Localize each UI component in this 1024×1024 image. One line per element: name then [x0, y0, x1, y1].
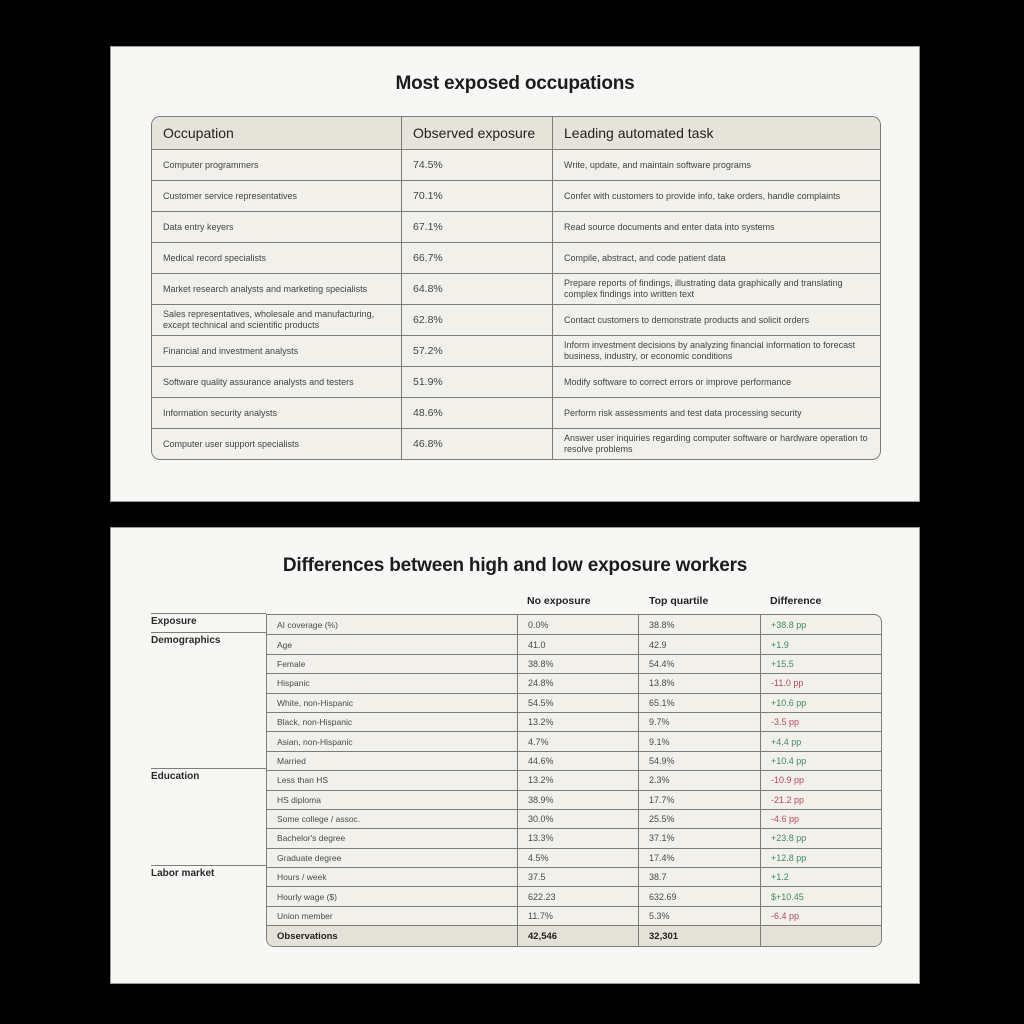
occupation-cell: Computer user support specialists	[152, 429, 402, 459]
exposure-cell: 64.8%	[402, 274, 553, 304]
top-quartile-cell: 65.1%	[639, 694, 761, 712]
row-label: Some college / assoc.	[267, 810, 518, 828]
row-label: Age	[267, 635, 518, 653]
top-quartile-cell: 25.5%	[639, 810, 761, 828]
table-row	[152, 149, 880, 180]
task-cell: Modify software to correct errors or improve performance	[564, 376, 792, 387]
exposure-cell: 51.9%	[402, 367, 553, 397]
task-cell: Write, update, and maintain software programs	[564, 159, 751, 170]
header-top-quartile: Top quartile	[649, 595, 709, 607]
row-label: Black, non-Hispanic	[267, 713, 518, 731]
top-quartile-cell: 5.3%	[639, 907, 761, 925]
occupation-cell: Information security analysts	[152, 398, 402, 428]
observations-row	[267, 925, 881, 946]
top-quartile-cell: 37.1%	[639, 829, 761, 847]
top-quartile-cell: 9.7%	[639, 713, 761, 731]
no-exposure-cell: 38.8%	[518, 655, 639, 673]
no-exposure-cell: 11.7%	[518, 907, 639, 925]
table-row	[152, 335, 880, 366]
table-row	[152, 211, 880, 242]
row-label: AI coverage (%)	[267, 615, 518, 634]
table-row	[267, 770, 881, 789]
difference-cell: -4.6 pp	[771, 814, 800, 825]
table-row	[152, 273, 880, 304]
header-difference: Difference	[770, 595, 822, 607]
header-task: Leading automated task	[564, 124, 714, 141]
table-row	[267, 731, 881, 750]
no-exposure-cell: 54.5%	[518, 694, 639, 712]
observations-top-quartile: 32,301	[639, 926, 761, 946]
top-quartile-cell: 42.9	[639, 635, 761, 653]
top-quartile-cell: 17.7%	[639, 791, 761, 809]
header-occupation: Occupation	[152, 117, 402, 149]
differences-card	[110, 527, 920, 984]
top-quartile-cell: 2.3%	[639, 771, 761, 789]
exposure-cell: 57.2%	[402, 336, 553, 366]
row-label: Bachelor's degree	[267, 829, 518, 847]
difference-cell: -10.9 pp	[771, 775, 805, 786]
top-quartile-cell: 38.8%	[639, 615, 761, 634]
no-exposure-cell: 37.5	[518, 868, 639, 886]
table-row	[267, 712, 881, 731]
no-exposure-cell: 38.9%	[518, 791, 639, 809]
table-row	[152, 428, 880, 459]
top-quartile-cell: 38.7	[639, 868, 761, 886]
row-label: Asian, non-Hispanic	[267, 732, 518, 750]
exposure-cell: 62.8%	[402, 305, 553, 335]
table-row	[267, 886, 881, 905]
table-row	[267, 867, 881, 886]
top-quartile-cell: 13.8%	[639, 674, 761, 692]
occupation-cell: Financial and investment analysts	[152, 336, 402, 366]
differences-table	[266, 614, 882, 947]
no-exposure-cell: 13.2%	[518, 771, 639, 789]
task-cell: Confer with customers to provide info, take orders, handle complaints	[564, 190, 841, 201]
difference-cell: -11.0 pp	[771, 678, 804, 689]
no-exposure-cell: 4.7%	[518, 732, 639, 750]
group-label: Education	[151, 768, 266, 782]
no-exposure-cell: 24.8%	[518, 674, 639, 692]
row-label: Less than HS	[267, 771, 518, 789]
difference-cell: -6.4 pp	[771, 911, 800, 922]
task-cell: Read source documents and enter data into systems	[564, 221, 775, 232]
top-quartile-cell: 54.4%	[639, 655, 761, 673]
table-row	[267, 906, 881, 925]
top-quartile-cell: 632.69	[639, 887, 761, 905]
task-cell: Contact customers to demonstrate products and solicit orders	[564, 314, 810, 325]
exposure-cell: 48.6%	[402, 398, 553, 428]
top-quartile-cell: 54.9%	[639, 752, 761, 770]
table-row	[267, 809, 881, 828]
top-quartile-cell: 9.1%	[639, 732, 761, 750]
occupation-cell: Data entry keyers	[152, 212, 402, 242]
differences-title: Differences between high and low exposure workers	[282, 555, 748, 576]
no-exposure-cell: 13.3%	[518, 829, 639, 847]
difference-cell: -3.5 pp	[771, 717, 800, 728]
table-row	[152, 180, 880, 211]
row-label: Union member	[267, 907, 518, 925]
difference-cell: +15.5	[771, 658, 794, 669]
group-label: Exposure	[151, 613, 266, 627]
exposure-cell: 70.1%	[402, 181, 553, 211]
group-label: Labor market	[151, 865, 266, 879]
occupation-cell: Market research analysts and marketing specialists	[152, 274, 402, 304]
occupations-title: Most exposed occupations	[395, 73, 635, 94]
occupation-cell: Computer programmers	[152, 150, 402, 180]
occupation-cell: Sales representatives, wholesale and manufacturing, except technical and scientific products	[152, 305, 402, 335]
observations-label: Observations	[267, 926, 518, 946]
table-row	[267, 673, 881, 692]
occupation-cell: Software quality assurance analysts and testers	[152, 367, 402, 397]
difference-cell: +4.4 pp	[771, 736, 802, 747]
no-exposure-cell: 4.5%	[518, 849, 639, 867]
task-cell: Compile, abstract, and code patient data	[564, 252, 726, 263]
occupations-card	[110, 46, 920, 502]
occupation-cell: Customer service representatives	[152, 181, 402, 211]
occupations-table	[151, 116, 881, 460]
exposure-cell: 46.8%	[402, 429, 553, 459]
table-row	[267, 848, 881, 867]
no-exposure-cell: 30.0%	[518, 810, 639, 828]
difference-cell: +23.8 pp	[771, 833, 807, 844]
row-label: Graduate degree	[267, 849, 518, 867]
observations-difference	[761, 926, 881, 946]
table-row	[267, 615, 881, 634]
header-no-exposure: No exposure	[527, 595, 591, 607]
row-label: Hours / week	[267, 868, 518, 886]
task-cell: Perform risk assessments and test data processing security	[564, 407, 802, 418]
table-row	[267, 634, 881, 653]
row-label: Hispanic	[267, 674, 518, 692]
table-row	[152, 366, 880, 397]
no-exposure-cell: 13.2%	[518, 713, 639, 731]
difference-cell: +38.8 pp	[771, 619, 807, 630]
row-label: Married	[267, 752, 518, 770]
row-label: Hourly wage ($)	[267, 887, 518, 905]
table-row	[267, 654, 881, 673]
table-row	[267, 751, 881, 770]
top-quartile-cell: 17.4%	[639, 849, 761, 867]
difference-cell: +10.4 pp	[771, 755, 807, 766]
difference-cell: +1.9	[771, 639, 789, 650]
group-label: Demographics	[151, 632, 266, 646]
task-cell: Prepare reports of findings, illustrating data graphically and translating complex findings into written text	[564, 278, 843, 299]
task-cell: Answer user inquiries regarding computer software or hardware operation to resolve problems	[564, 433, 868, 454]
table-header-row	[152, 117, 880, 149]
task-cell: Inform investment decisions by analyzing financial information to forecast business, industry, or economic conditions	[564, 340, 856, 361]
difference-cell: +12.8 pp	[771, 852, 807, 863]
table-row	[267, 828, 881, 847]
column-headers	[111, 595, 919, 611]
occupation-cell: Medical record specialists	[152, 243, 402, 273]
no-exposure-cell: 41.0	[518, 635, 639, 653]
no-exposure-cell: 622.23	[518, 887, 639, 905]
difference-cell: $+10.45	[771, 891, 804, 902]
table-row	[267, 693, 881, 712]
row-label: HS diploma	[267, 791, 518, 809]
row-label: Female	[267, 655, 518, 673]
difference-cell: +10.6 pp	[771, 697, 807, 708]
difference-cell: -21.2 pp	[771, 794, 805, 805]
header-exposure: Observed exposure	[402, 117, 553, 149]
exposure-cell: 67.1%	[402, 212, 553, 242]
row-label: White, non-Hispanic	[267, 694, 518, 712]
no-exposure-cell: 0.0%	[518, 615, 639, 634]
exposure-cell: 74.5%	[402, 150, 553, 180]
table-row	[152, 304, 880, 335]
table-row	[152, 397, 880, 428]
table-row	[267, 790, 881, 809]
exposure-cell: 66.7%	[402, 243, 553, 273]
observations-no-exposure: 42,546	[518, 926, 639, 946]
no-exposure-cell: 44.6%	[518, 752, 639, 770]
difference-cell: +1.2	[771, 872, 789, 883]
table-row	[152, 242, 880, 273]
